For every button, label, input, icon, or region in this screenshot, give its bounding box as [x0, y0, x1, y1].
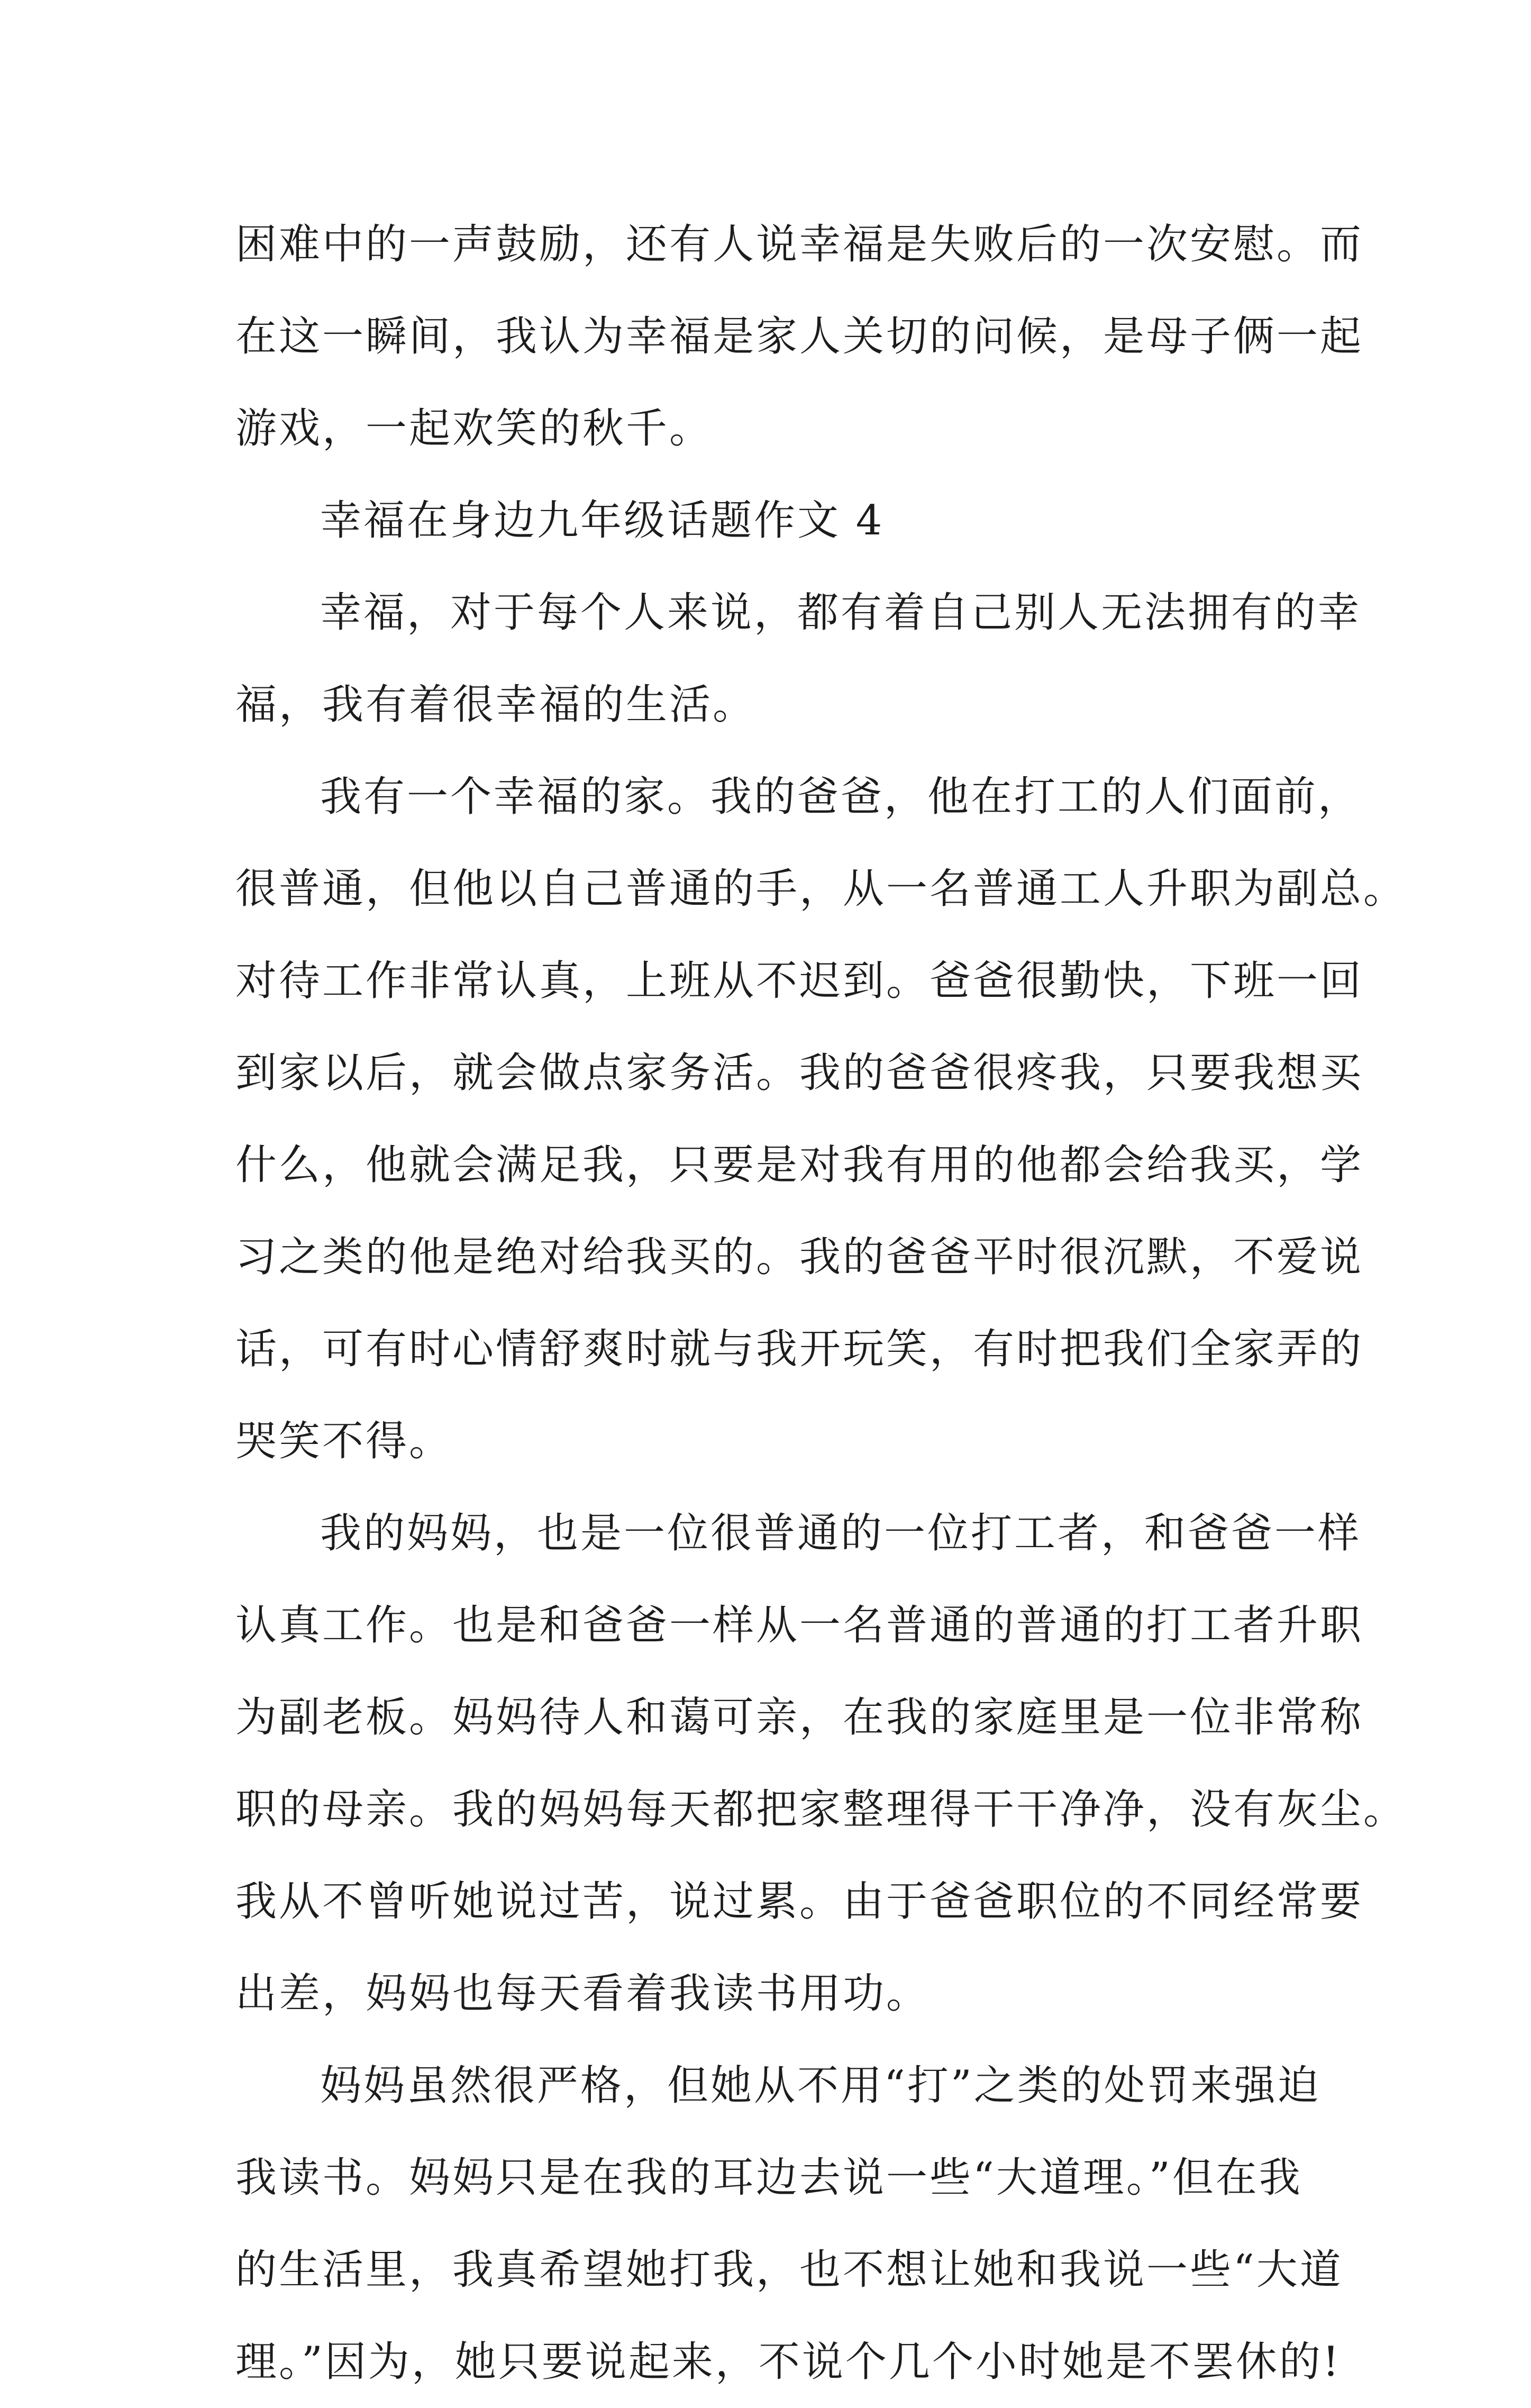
text-line: 习之类的他是绝对给我买的。我的爸爸平时很沉默，不爱说 [235, 1233, 1364, 1281]
text-line: 妈妈虽然很严格，但她从不用“打”之类的处罚来强迫 [320, 2062, 1321, 2110]
text-line: 我读书。妈妈只是在我的耳边去说一些“大道理。”但在我 [235, 2154, 1302, 2202]
text-line: 到家以后，就会做点家务活。我的爸爸很疼我，只要我想买 [235, 1049, 1364, 1097]
text-line: 我有一个幸福的家。我的爸爸，他在打工的人们面前， [320, 773, 1362, 821]
text-line: 幸福，对于每个人来说，都有着自己别人无法拥有的幸 [320, 589, 1362, 637]
text-line: 什么，他就会满足我，只要是对我有用的他都会给我买，学 [235, 1141, 1364, 1189]
text-line: 对待工作非常认真，上班从不迟到。爸爸很勤快，下班一回 [235, 957, 1364, 1005]
text-line: 困难中的一声鼓励，还有人说幸福是失败后的一次安慰。而 [235, 221, 1364, 268]
text-line: 的生活里，我真希望她打我，也不想让她和我说一些“大道 [235, 2246, 1343, 2294]
text-line: 话，可有时心情舒爽时就与我开玩笑，有时把我们全家弄的 [235, 1325, 1364, 1373]
text-line: 我从不曾听她说过苦，说过累。由于爸爸职位的不同经常要 [235, 1878, 1364, 1925]
text-line: 游戏，一起欢笑的秋千。 [235, 405, 713, 452]
text-line: 职的母亲。我的妈妈每天都把家整理得干干净净，没有灰尘。 [235, 1786, 1407, 1833]
section-heading: 幸福在身边九年级话题作文 4 [320, 497, 885, 544]
text-line: 为副老板。妈妈待人和蔼可亲，在我的家庭里是一位非常称 [235, 1694, 1364, 1741]
text-line: 哭笑不得。 [235, 1417, 453, 1465]
text-line: 很普通，但他以自己普通的手，从一名普通工人升职为副总。 [235, 865, 1407, 913]
text-line: 理。”因为，她只要说起来，不说个几个小时她是不罢休的! [235, 2338, 1342, 2386]
text-line: 我的妈妈，也是一位很普通的一位打工者，和爸爸一样 [320, 1510, 1362, 1557]
text-line: 福，我有着很幸福的生活。 [235, 681, 757, 729]
text-line: 在这一瞬间，我认为幸福是家人关切的问候，是母子俩一起 [235, 313, 1364, 360]
text-line: 认真工作。也是和爸爸一样从一名普通的普通的打工者升职 [235, 1602, 1364, 1649]
essay-body [235, 198, 1407, 2408]
text-line: 出差，妈妈也每天看着我读书用功。 [235, 1970, 930, 2018]
